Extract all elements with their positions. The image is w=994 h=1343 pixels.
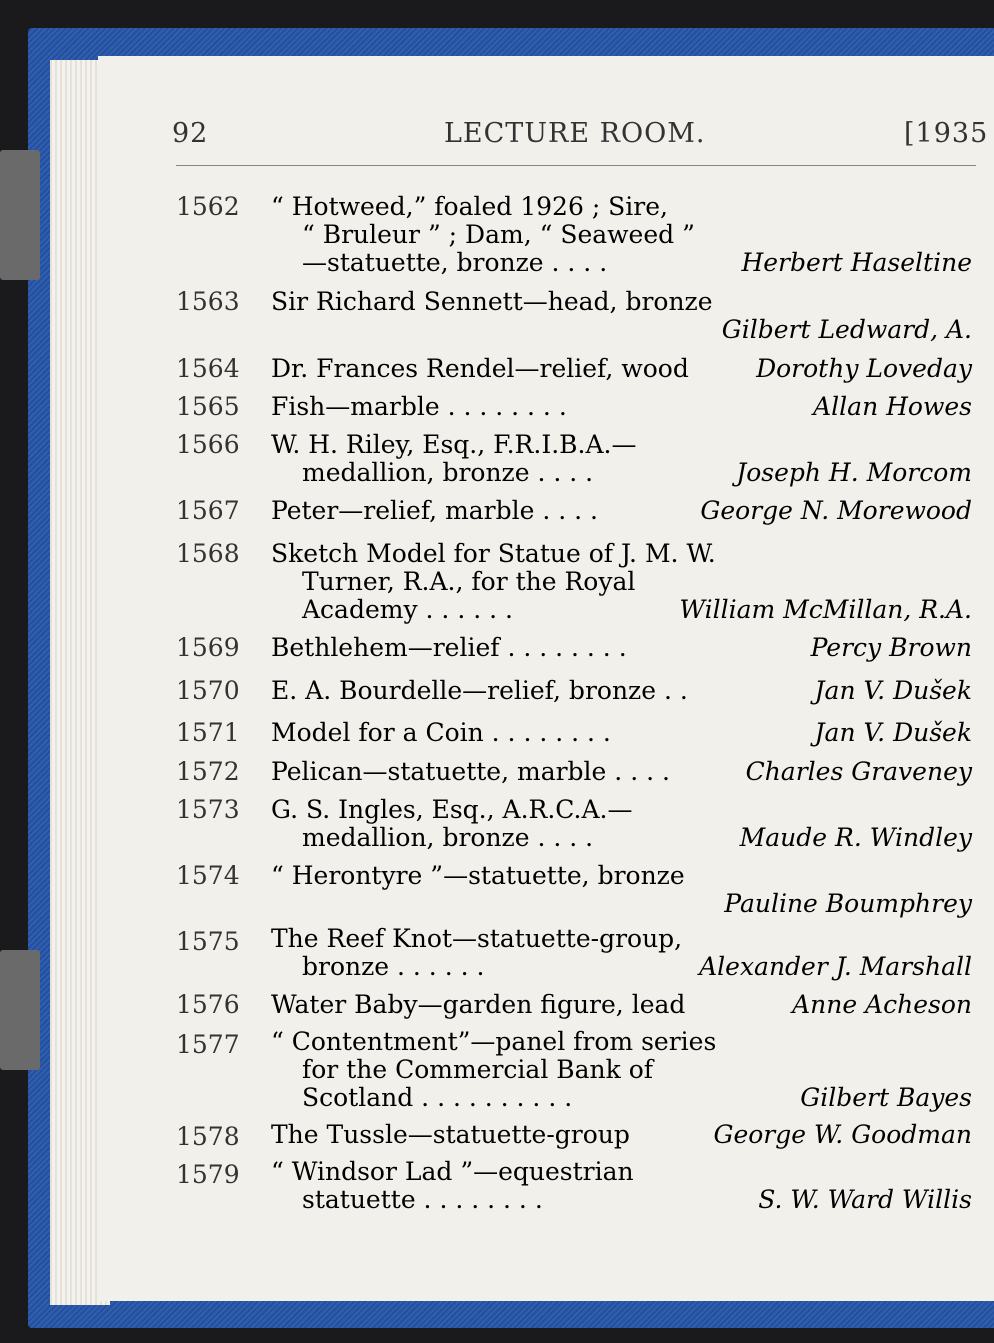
header-rule: [176, 165, 976, 166]
entry-artist: Anne Acheson: [792, 990, 972, 1019]
entry-text: bronze . . . . . .: [302, 952, 485, 981]
entry-text: Fish—marble . . . . . . . .: [271, 392, 567, 421]
entry-artist: Gilbert Bayes: [800, 1083, 972, 1112]
entry-number: 1577: [176, 1030, 240, 1059]
entry-artist: Jan V. Dušek: [814, 676, 972, 705]
entry-text: Turner, R.A., for the Royal: [302, 567, 636, 596]
entry-text: “ Herontyre ”—statuette, bronze: [271, 861, 685, 890]
running-title: LECTURE ROOM.: [444, 118, 706, 149]
page-number: 92: [172, 118, 209, 149]
entry-artist: Joseph H. Morcom: [736, 458, 972, 487]
entry-number: 1569: [176, 633, 240, 662]
entry-text: for the Commercial Bank of: [302, 1055, 654, 1084]
entry-text: G. S. Ingles, Esq., A.R.C.A.—: [271, 795, 633, 824]
entry-artist: S. W. Ward Willis: [758, 1185, 972, 1214]
entry-text: “ Bruleur ” ; Dam, “ Seaweed ”: [302, 220, 695, 249]
entry-text: W. H. Riley, Esq., F.R.I.B.A.—: [271, 430, 637, 459]
entry-text: Pelican—statuette, marble . . . .: [271, 757, 670, 786]
entry-text: Academy . . . . . .: [302, 595, 513, 624]
entry-number: 1563: [176, 287, 240, 316]
entry-artist: Jan V. Dušek: [814, 718, 972, 747]
entry-number: 1565: [176, 392, 240, 421]
entry-artist: Herbert Haseltine: [741, 248, 972, 277]
entry-number: 1578: [176, 1122, 240, 1151]
entry-number: 1571: [176, 718, 240, 747]
entry-text: statuette . . . . . . . .: [302, 1185, 543, 1214]
entry-artist: Gilbert Ledward, A.: [721, 315, 972, 344]
entry-text: “ Contentment”—panel from series: [271, 1027, 717, 1056]
entry-text: Peter—relief, marble . . . .: [271, 496, 599, 525]
entry-artist: George W. Goodman: [713, 1120, 972, 1149]
entry-artist: George N. Morewood: [700, 496, 972, 525]
entry-text: Model for a Coin . . . . . . . .: [271, 718, 611, 747]
entry-artist: Alexander J. Marshall: [699, 952, 972, 981]
entry-text: Dr. Frances Rendel—relief, wood: [271, 354, 689, 383]
entry-artist: Maude R. Windley: [739, 823, 972, 852]
entry-artist: Percy Brown: [810, 633, 972, 662]
entry-text: “ Hotweed,” foaled 1926 ; Sire,: [271, 192, 668, 221]
entry-number: 1575: [176, 927, 240, 956]
entry-text: E. A. Bourdelle—relief, bronze . .: [271, 676, 688, 705]
entry-artist: William McMillan, R.A.: [679, 595, 972, 624]
entry-text: Sketch Model for Statue of J. M. W.: [271, 539, 716, 568]
entry-text: medallion, bronze . . . .: [302, 823, 594, 852]
entry-text: The Reef Knot—statuette-group,: [271, 924, 683, 953]
entry-artist: Dorothy Loveday: [756, 354, 972, 383]
entry-number: 1568: [176, 539, 240, 568]
entry-number: 1562: [176, 192, 240, 221]
entry-number: 1573: [176, 795, 240, 824]
entry-number: 1570: [176, 676, 240, 705]
entry-artist: Pauline Boumphrey: [724, 889, 972, 918]
entry-text: Scotland . . . . . . . . . .: [302, 1083, 573, 1112]
entry-number: 1564: [176, 354, 240, 383]
cloth-tab-bottom: [0, 950, 40, 1070]
entry-number: 1566: [176, 430, 240, 459]
entry-artist: Charles Graveney: [745, 757, 972, 786]
entry-number: 1572: [176, 757, 240, 786]
entry-text: Bethlehem—relief . . . . . . . .: [271, 633, 627, 662]
entry-artist: Allan Howes: [813, 392, 972, 421]
entry-number: 1576: [176, 990, 240, 1019]
entry-text: Water Baby—garden figure, lead: [271, 990, 686, 1019]
entry-text: Sir Richard Sennett—head, bronze: [271, 287, 713, 316]
entry-number: 1574: [176, 861, 240, 890]
entry-text: The Tussle—statuette-group: [271, 1120, 630, 1149]
entry-text: medallion, bronze . . . .: [302, 458, 594, 487]
entry-number: 1579: [176, 1160, 240, 1189]
entry-text: “ Windsor Lad ”—equestrian: [271, 1157, 634, 1186]
entry-text: —statuette, bronze . . . .: [302, 248, 608, 277]
cloth-tab-top: [0, 150, 40, 280]
entry-number: 1567: [176, 496, 240, 525]
year-label: [1935: [904, 118, 989, 149]
